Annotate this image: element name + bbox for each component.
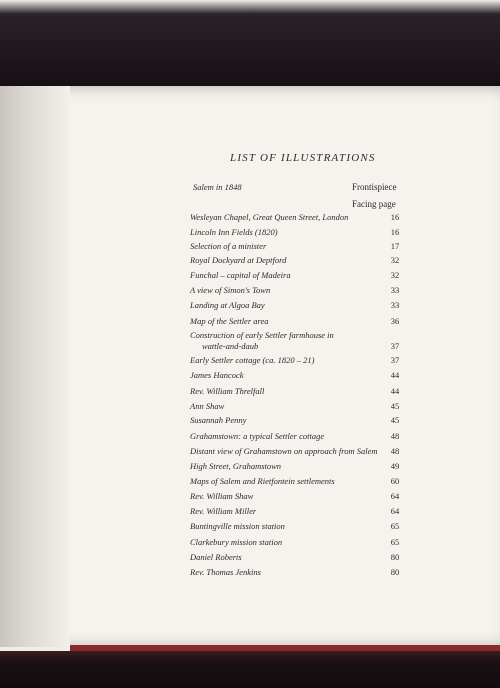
illustration-caption <box>190 255 370 266</box>
page-number: 44 <box>390 386 400 396</box>
illustration-caption <box>190 227 370 238</box>
caption-line: Maps of Salem and Rietfontein settlements <box>190 476 335 486</box>
caption-line: Landing at Algoa Bay <box>190 300 265 310</box>
caption-line: James Hancock <box>190 370 244 380</box>
page-number: 32 <box>390 270 400 280</box>
caption-line: Rev. Thomas Jenkins <box>190 567 261 577</box>
illustration-caption <box>190 491 370 502</box>
illustration-caption <box>190 401 370 412</box>
illustration-caption <box>190 241 370 252</box>
caption-line: Wesleyan Chapel, Great Queen Street, London <box>190 212 349 222</box>
page-number: 64 <box>390 506 400 516</box>
caption-line: Map of the Settler area <box>190 316 269 326</box>
page-number: 45 <box>390 401 400 411</box>
caption-line: Susannah Penny <box>190 415 247 425</box>
illustration-caption <box>190 506 370 517</box>
caption-line: Construction of early Settler farmhouse in <box>190 330 334 340</box>
page-number: 45 <box>390 415 400 425</box>
list-item <box>0 330 500 351</box>
illustration-caption <box>190 330 370 352</box>
page-number: 33 <box>390 300 400 310</box>
illustration-caption <box>190 521 370 532</box>
caption-line: Distant view of Grahamstown on approach from Salem <box>190 446 378 456</box>
caption-line: Rev. William Miller <box>190 506 257 516</box>
page-number: 36 <box>390 316 400 326</box>
frontispiece-label: Frontispiece <box>352 182 397 192</box>
illustration-caption <box>190 370 370 381</box>
caption-line: Royal Dockyard at Deptford <box>190 255 287 265</box>
illustration-caption <box>190 386 370 397</box>
illustration-caption <box>190 552 370 563</box>
caption-line: Rev. William Shaw <box>190 491 254 501</box>
frontispiece-caption: Salem in 1848 <box>193 182 242 192</box>
frontispiece-row <box>0 182 500 200</box>
page-number: 65 <box>390 537 400 547</box>
caption-line: Early Settler cottage (ca. 1820 – 21) <box>190 355 315 365</box>
caption-line: Clarkebury mission station <box>190 537 283 547</box>
illustration-caption <box>190 300 370 311</box>
page-number: 48 <box>390 431 400 441</box>
illustration-caption <box>190 415 370 426</box>
caption-line: Rev. William Threlfall <box>190 386 265 396</box>
caption-line: Buntingville mission station <box>190 521 285 531</box>
page-number: 16 <box>390 212 400 222</box>
page-number: 49 <box>390 461 400 471</box>
page-number: 48 <box>390 446 400 456</box>
list-item <box>0 567 500 585</box>
page-number: 44 <box>390 370 400 380</box>
background-dark-bottom <box>0 651 500 688</box>
page-number: 80 <box>390 567 400 577</box>
page-number: 64 <box>390 491 400 501</box>
background-dark-top <box>0 0 500 86</box>
illustration-caption <box>190 461 370 472</box>
illustration-caption <box>190 567 370 578</box>
illustration-caption <box>190 285 370 296</box>
page-number: 32 <box>390 255 400 265</box>
caption-line: Daniel Roberts <box>190 552 242 562</box>
caption-line: Lincoln Inn Fields (1820) <box>190 227 278 237</box>
caption-line: A view of Simon's Town <box>190 285 271 295</box>
illustration-caption <box>190 431 370 442</box>
illustration-caption <box>190 212 370 223</box>
page-number: 37 <box>390 355 400 365</box>
page-title: LIST OF ILLUSTRATIONS <box>230 152 376 164</box>
illustration-caption <box>190 270 370 281</box>
caption-line: Grahamstown: a typical Settler cottage <box>190 431 325 441</box>
caption-line: wattle-and-daub <box>202 341 259 351</box>
facing-page-label: Facing page <box>352 199 396 209</box>
illustration-caption <box>190 355 370 366</box>
caption-line: High Street, Grahamstown <box>190 461 282 471</box>
caption-line: Funchal – capital of Madeira <box>190 270 291 280</box>
caption-line: Selection of a minister <box>190 241 267 251</box>
caption-line: Ann Shaw <box>190 401 225 411</box>
illustration-caption <box>190 476 370 487</box>
illustration-caption <box>190 537 370 548</box>
page-number: 33 <box>390 285 400 295</box>
illustration-caption <box>190 316 370 327</box>
page-number: 17 <box>390 241 400 251</box>
page-number: 37 <box>390 341 400 351</box>
page-number: 80 <box>390 552 400 562</box>
page-number: 65 <box>390 521 400 531</box>
illustration-caption <box>190 446 378 457</box>
page-number: 60 <box>390 476 400 486</box>
page-number: 16 <box>390 227 400 237</box>
